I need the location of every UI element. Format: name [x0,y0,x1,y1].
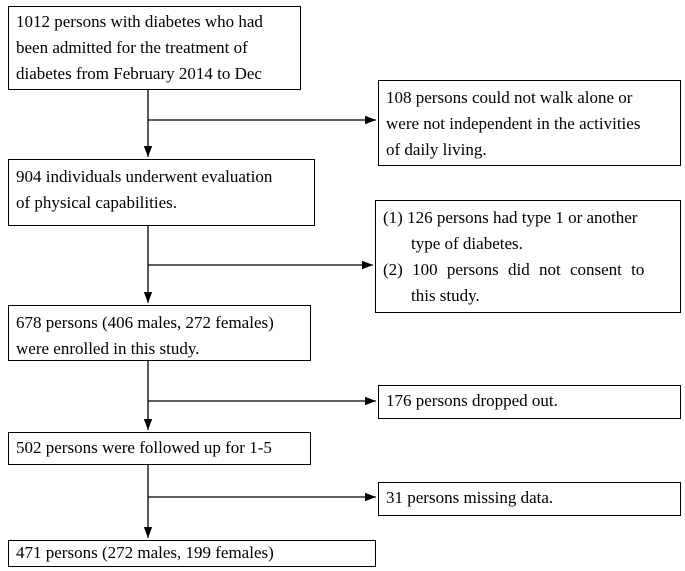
flow-box-evaluated: 904 individuals underwent evaluation of physical capabilities. [8,159,315,226]
flow-box-enrolled: 678 persons (406 males, 272 females) were enrolled in this study. [8,305,311,361]
flow-box-missing-data: 31 persons missing data. [378,482,681,516]
flow-box-followed-up: 502 persons were followed up for 1-5 [8,432,311,465]
flow-box-admitted: 1012 persons with diabetes who had been admitted for the treatment of diabetes from February 2014 to Dec [8,6,301,90]
flow-box-excluded-type1-and-no-consent: (1) 126 persons had type 1 or another type of diabetes. (2) 100 persons did not consent to this study. [375,200,681,313]
flow-box-final-sample: 471 persons (272 males, 199 females) [8,540,376,567]
flow-box-dropped-out: 176 persons dropped out. [378,385,681,419]
flow-box-excluded-not-independent: 108 persons could not walk alone or were not independent in the activities of daily living. [378,80,681,166]
